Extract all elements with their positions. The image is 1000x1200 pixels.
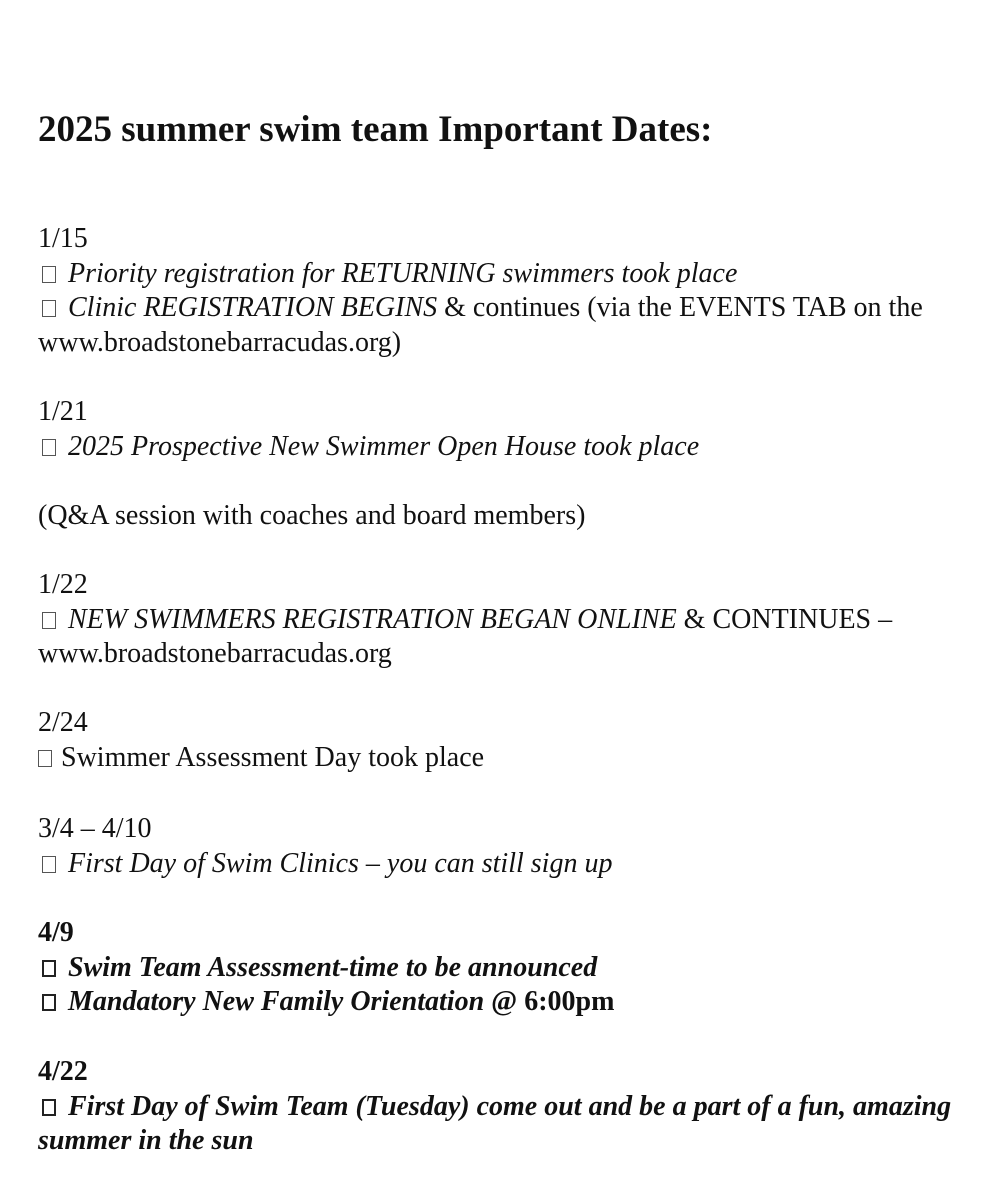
- list-item: NEW SWIMMERS REGISTRATION BEGAN ONLINE & CONTINUES –www.broadstonebarracudas.org: [38, 603, 893, 669]
- date-entry-0224: [38, 706, 958, 775]
- checkbox-glyph-icon: [42, 994, 56, 1011]
- checkbox-glyph-icon: [42, 266, 56, 283]
- entry-date: 3/4 – 4/10: [38, 813, 152, 844]
- date-entry-0122: [38, 568, 958, 672]
- entry-date: 1/21: [38, 396, 88, 427]
- list-item: First Day of Swim Team (Tuesday) come out and be a part of a fun, amazing summer in the sun: [38, 1090, 952, 1156]
- entry-date: 4/9: [38, 917, 74, 948]
- entry-date: 1/15: [38, 223, 88, 254]
- checkbox-glyph-icon: [42, 300, 56, 317]
- date-entry-0115: [38, 222, 958, 360]
- entry-date: 4/22: [38, 1056, 88, 1087]
- checkbox-glyph-icon: [42, 856, 56, 873]
- checkbox-glyph-icon: [42, 612, 56, 629]
- list-item: First Day of Swim Clinics – you can still sign up: [38, 847, 958, 882]
- date-entry-0121: [38, 395, 958, 464]
- checkbox-glyph-icon: [38, 750, 52, 767]
- list-item: Priority registration for RETURNING swimmers took place: [38, 257, 958, 292]
- entry-date: 1/22: [38, 569, 88, 600]
- entry-note: (Q&A session with coaches and board members): [38, 500, 586, 531]
- checkbox-glyph-icon: [42, 960, 56, 977]
- list-item: Clinic REGISTRATION BEGINS & continues (via the EVENTS TAB on the www.broadstonebarracudas.org): [38, 292, 923, 358]
- list-item: Swim Team Assessment-time to be announced: [38, 951, 958, 986]
- page-title: 2025 summer swim team Important Dates:: [38, 109, 713, 150]
- checkbox-glyph-icon: [42, 439, 56, 456]
- list-item: Swimmer Assessment Day took place: [38, 741, 958, 776]
- date-entry-0422: [38, 1055, 958, 1159]
- list-item: Mandatory New Family Orientation @ 6:00pm: [38, 985, 958, 1020]
- list-item: 2025 Prospective New Swimmer Open House took place: [38, 430, 958, 465]
- entry-date: 2/24: [38, 707, 88, 738]
- checkbox-glyph-icon: [42, 1099, 56, 1116]
- date-entry-0409: [38, 916, 958, 1020]
- date-entry-0304-0410: [38, 812, 958, 881]
